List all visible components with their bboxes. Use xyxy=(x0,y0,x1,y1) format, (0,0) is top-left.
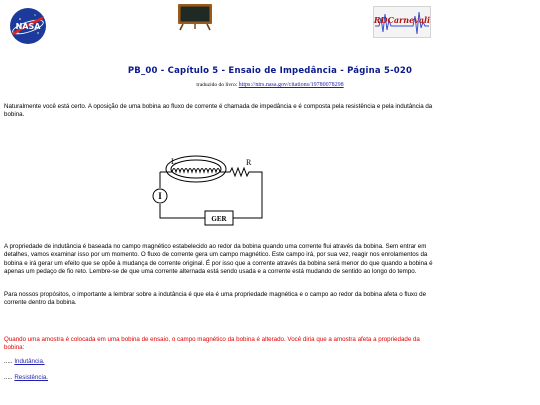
answer-link-inductance[interactable]: Indutância. xyxy=(14,358,45,365)
generator-label: GER xyxy=(211,215,227,223)
answer-link-resistance[interactable]: Resistência. xyxy=(14,374,49,381)
translation-prefix: traduzido do livro: xyxy=(196,82,239,88)
rdcarnevali-logo-text: RDCarnevali xyxy=(373,15,431,25)
inductor-label: L xyxy=(171,157,176,166)
page-title: PB_00 - Capítulo 5 - Ensaio de Impedância - Página 5-020 xyxy=(127,66,413,76)
answer-option-inductance xyxy=(4,358,45,365)
circuit-diagram xyxy=(150,148,270,232)
paragraph-summary: Para nossos propósitos, o importante a lembrar sobre a indutância é que ela é uma propriedade magnética e o campo ao redor da bobina afeta o fluxo de corrente dentro da bobina. xyxy=(4,291,427,307)
paragraph-intro: Naturalmente você está certo. A oposição de uma bobina ao fluxo de corrente é chamada de impedância e é composta pela resistência e pela indutância da bobina. xyxy=(4,103,433,119)
nasa-logo[interactable] xyxy=(8,6,48,46)
chalkboard-logo xyxy=(177,3,213,31)
source-link[interactable]: https://ntrs.nasa.gov/citations/19780078298 xyxy=(238,82,344,88)
option-prefix: ..... xyxy=(4,358,15,365)
translation-source xyxy=(0,82,540,88)
resistor-label: R xyxy=(246,158,252,167)
svg-text:NASA: NASA xyxy=(15,22,41,31)
answer-option-resistance xyxy=(4,374,48,381)
rdcarnevali-logo[interactable] xyxy=(373,6,431,38)
question-text: Quando uma amostra é colocada em uma bobina de ensaio, o campo magnético da bobina é alterado. Você diria que a amostra afeta a propriedade da bobina: xyxy=(4,336,420,352)
paragraph-inductance: A propriedade de indutância é baseada no campo magnético estabelecido ao redor da bobina quando uma corrente flui através da bobina. Sem entrar em detalhes, vamos examinar isso por um momento. O fluxo de corrente gera um campo magnético. Este campo irá, por sua vez, reagir nos enrolamentos da bobina e irá gerar um efeito que se opõe à mudança de corrente original. É por isso que a corrente através da bobina será menor do que quando a bobina é apenas um pedaço de fio reto. Lembre-se de que uma corrente alternada está sendo usada e a corrente está mudando de sentido ao longo do tempo. xyxy=(4,243,433,276)
option-prefix: ..... xyxy=(4,374,15,381)
meter-label: I xyxy=(158,191,162,201)
